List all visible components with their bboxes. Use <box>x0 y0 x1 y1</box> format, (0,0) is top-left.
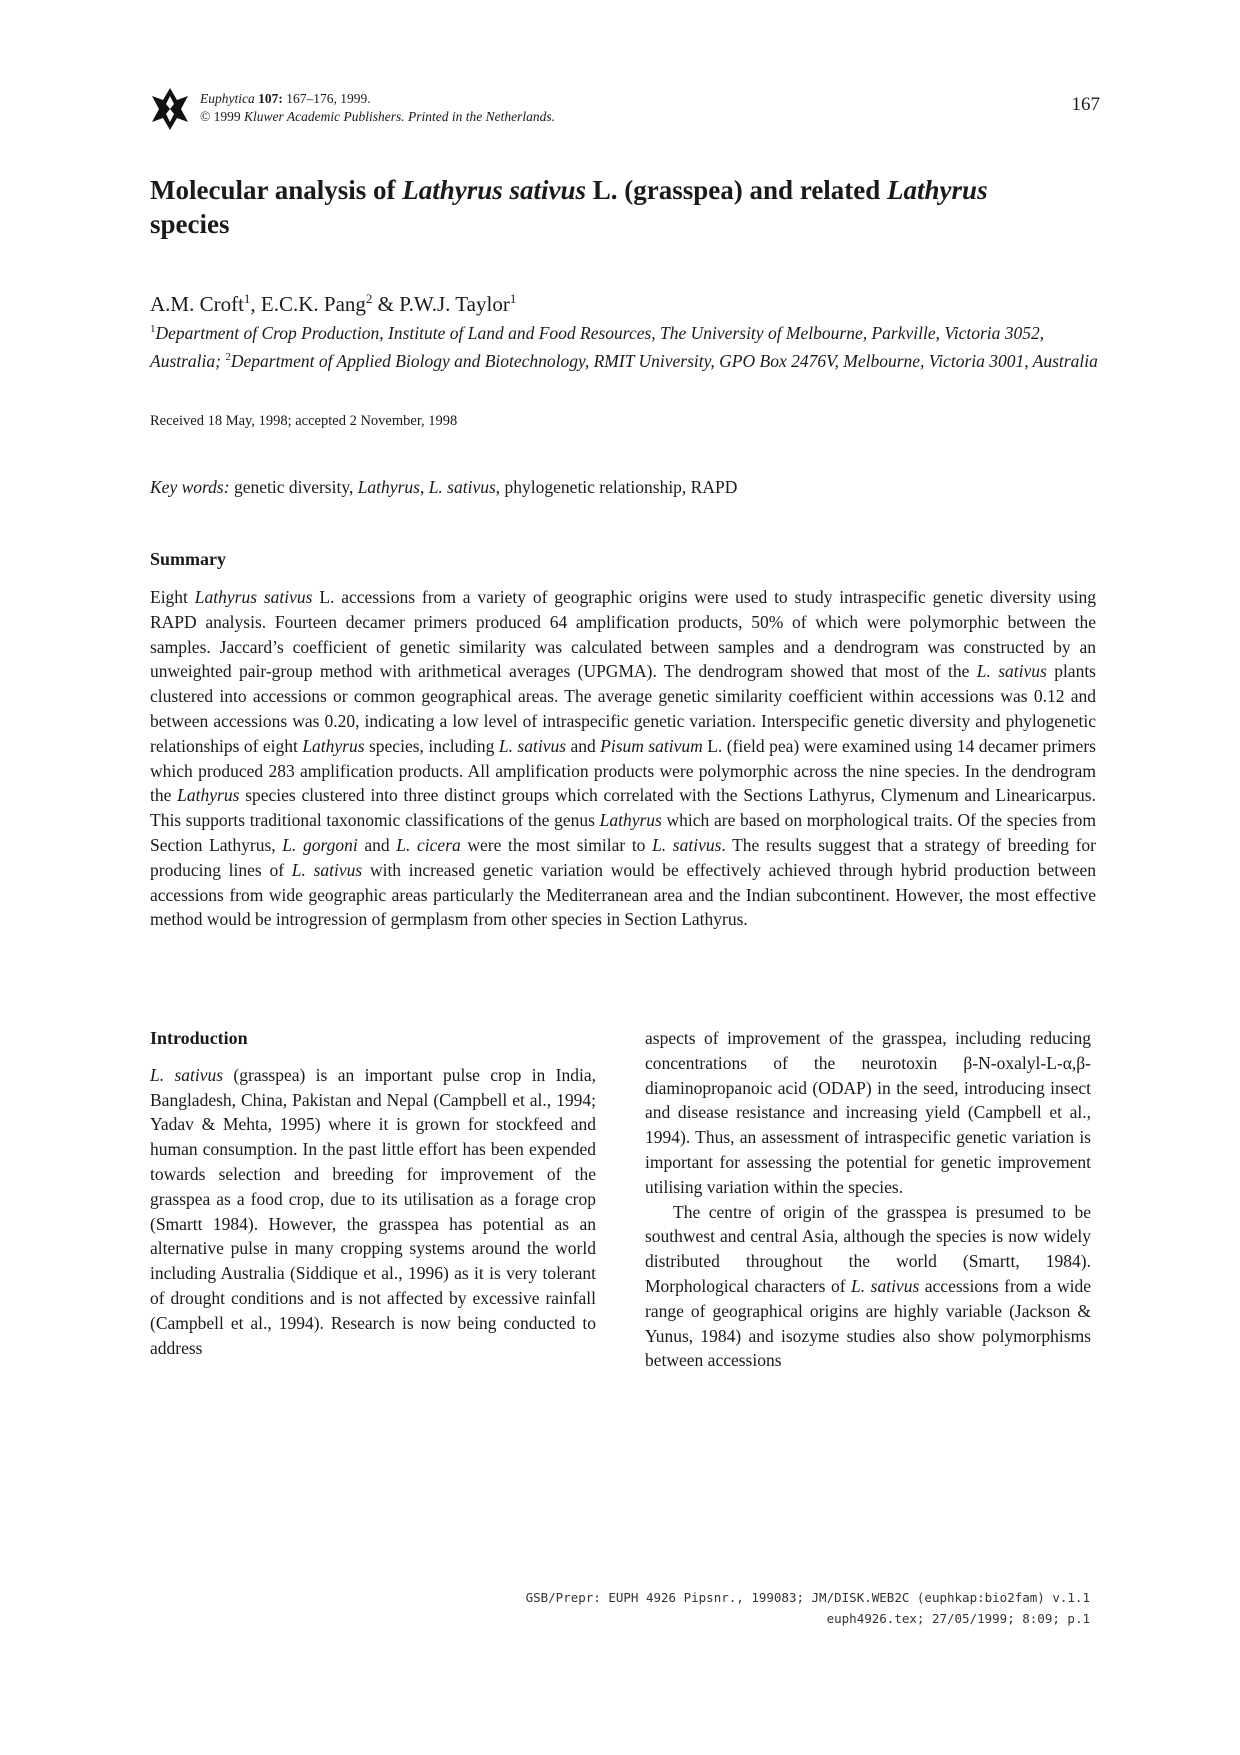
summary-text: Eight Lathyrus sativus L. accessions from a variety of geographic origins were used to study intraspecific genetic diversity using RAPD analysis. Fourteen decamer primers produced 64 amplification products, 50% of which were polymorphic between the samples. Jaccard’s coefficient of genetic similarity was calculated between samples and a dendrogram was constructed by an unweighted pair-group method with arithmetical averages (UPGMA). The dendrogram showed that most of the L. sativus plants clustered into accessions or common geographical areas. The average genetic similarity coefficient within accessions was 0.12 and between accessions was 0.20, indicating a low level of intraspecific genetic variation. Interspecific genetic diversity and phylogenetic relationships of eight Lathyrus species, including L. sativus and Pisum sativum L. (field pea) were examined using 14 decamer primers which produced 283 amplification products. All amplification products were polymorphic across the nine species. In the dendrogram the Lathyrus species clustered into three distinct groups which correlated with the Sections Lathyrus, Clymenum and Linearicarpus. This supports traditional taxonomic classifications of the genus Lathyrus which are based on morphological traits. Of the species from Section Lathyrus, L. gorgoni and L. cicera were the most similar to L. sativus. The results suggest that a strategy of breeding for producing lines of L. sativus with increased genetic variation would be effectively achieved through hybrid production between accessions from wide geographic areas particularly the Mediterranean area and the Indian subcontinent. However, the most effective method would be introgression of germplasm from other species in Section Lathyrus. <box>150 587 1096 930</box>
introduction-heading: Introduction <box>150 1028 248 1048</box>
journal-name: Euphytica <box>200 91 255 106</box>
journal-citation <box>200 90 555 126</box>
footer-line-2: euph4926.tex; 27/05/1999; 8:09; p.1 <box>826 1611 1090 1626</box>
column-left <box>150 1026 596 1360</box>
author-list: A.M. Croft$^1$, E.C.K. Pang$^2$ & P.W.J. Taylor$^1$ <box>150 291 517 316</box>
publisher: Kluwer Academic Publishers. Printed in the Netherlands. <box>244 109 555 124</box>
journal-pages: 167–176, 1999. <box>286 91 371 106</box>
article-title: Molecular analysis of Lathyrus sativus L. (grasspea) and related Lathyrus species <box>150 175 988 239</box>
footer-line-1: GSB/Prepr: EUPH 4926 Pipsnr., 199083; JM/DISK.WEB2C (euphkap:bio2fam) v.1.1 <box>525 1590 1090 1605</box>
author-name: P.W.J. Taylor <box>399 292 510 316</box>
column-right <box>645 1026 1091 1373</box>
keywords-text: genetic diversity, Lathyrus, L. sativus, phylogenetic relationship, RAPD <box>229 477 738 497</box>
introduction-paragraph-3: The centre of origin of the grasspea is presumed to be southwest and central Asia, although the species is now widely distributed throughout the world (Smartt, 1984). Morphological characters of L. sativus accessions from a wide range of geographical origins are highly variable (Jackson & Yunus, 1984) and isozyme studies also show polymorphisms between accessions <box>645 1201 1091 1371</box>
typesetting-footer <box>526 1587 1090 1629</box>
author-name: A.M. Croft <box>150 292 244 316</box>
publisher-logo-icon <box>150 86 190 132</box>
introduction-paragraph-1: L. sativus (grasspea) is an important pulse crop in India, Bangladesh, China, Pakistan and Nepal (Campbell et al., 1994; Yadav & Mehta, 1995) where it is grown for stockfeed and human consumption. In the past little effort has been expended towards selection and breeding for improvement of the grasspea as a food crop, due to its utilisation as a forage crop (Smartt 1984). However, the grasspea has potential as an alternative pulse in many cropping systems around the world including Australia (Siddique et al., 1996) as it is very tolerant of drought conditions and is not affected by excessive rainfall (Campbell et al., 1994). Research is now being conducted to address <box>150 1064 596 1358</box>
keywords-label: Key words: <box>150 477 230 497</box>
summary-heading: Summary <box>150 549 226 569</box>
introduction-paragraph-2: aspects of improvement of the grasspea, including reducing concentrations of the neurotoxin β-N-oxalyl-L-α,β-diaminopropanoic acid (ODAP) in the seed, introducing insect and disease resistance and increasing yield (Campbell et al., 1994). Thus, an assessment of intraspecific genetic variation is important for assessing the potential for genetic improvement utilising variation within the species. <box>645 1028 1091 1197</box>
journal-volume: 107: <box>258 91 283 106</box>
page-number: 167 <box>1071 94 1100 115</box>
author-name: E.C.K. Pang <box>260 292 366 316</box>
affiliation-2: Department of Applied Biology and Biotechnology, RMIT University, GPO Box 2476V, Melbourne, Victoria 3001, Australia <box>230 351 1098 372</box>
copyright: © 1999 <box>200 109 241 124</box>
received-dates: Received 18 May, 1998; accepted 2 November, 1998 <box>150 413 458 429</box>
affiliation-1: Department of Crop Production, Institute of Land and Food Resources, The University of Melbourne, Parkville, Victoria 3052, Australia; <box>150 322 1045 372</box>
keywords <box>150 477 737 498</box>
affiliations: $^1$Department of Crop Production, Institute of Land and Food Resources, The University of Melbourne, Parkville, Victoria 3052, Australia; $^2$Department of Applied Biology and Biotechnology, RMIT University, GPO Box 2476V, Melbourne, Victoria 3001, Australia <box>150 322 1098 372</box>
